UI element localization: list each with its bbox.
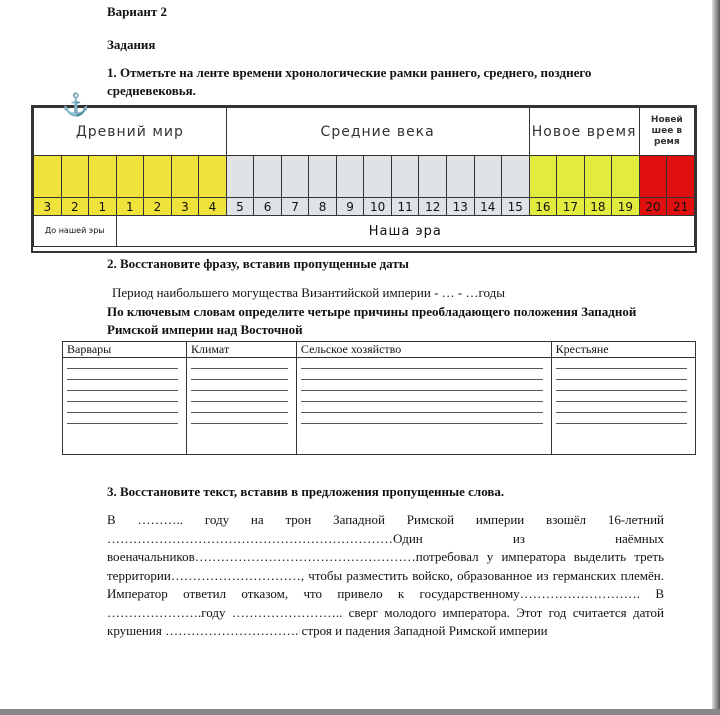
century-number: 3 <box>34 198 62 216</box>
anchor-icon: ⚓ <box>62 92 90 117</box>
century-color-cell <box>474 156 502 198</box>
answer-line <box>556 402 687 413</box>
century-number: 2 <box>144 198 172 216</box>
answer-line <box>67 413 178 424</box>
answer-line <box>301 358 543 369</box>
causes-table <box>62 341 696 455</box>
task2-sub: По ключевым словам определите четыре причины преобладающего положения Западной Римской империи над Восточной <box>107 304 637 337</box>
answer-line <box>67 380 178 391</box>
photo-edge <box>712 0 720 715</box>
answer-cell[interactable] <box>296 358 551 455</box>
answer-cell[interactable] <box>63 358 187 455</box>
answer-cell[interactable] <box>187 358 297 455</box>
century-number: 20 <box>639 198 667 216</box>
century-color-cell <box>584 156 612 198</box>
variant-heading: Вариант 2 <box>107 4 168 19</box>
century-number: 12 <box>419 198 447 216</box>
century-color-cell <box>639 156 667 198</box>
century-number: 19 <box>612 198 640 216</box>
col-agriculture: Сельское хозяйство <box>296 342 551 358</box>
answer-line <box>191 380 288 391</box>
answer-line <box>67 369 178 380</box>
bc-label: До нашей эры <box>34 216 117 247</box>
century-number: 5 <box>226 198 254 216</box>
century-color-cell <box>502 156 530 198</box>
century-number: 8 <box>309 198 337 216</box>
century-number: 3 <box>171 198 199 216</box>
century-number: 14 <box>474 198 502 216</box>
century-color-cell <box>116 156 144 198</box>
col-barbarians: Варвары <box>63 342 187 358</box>
century-color-cell <box>281 156 309 198</box>
century-number: 1 <box>116 198 144 216</box>
century-number: 7 <box>281 198 309 216</box>
century-color-cell <box>61 156 89 198</box>
answer-line <box>301 380 543 391</box>
century-color-cell <box>529 156 557 198</box>
era-modern: Новое время <box>529 108 639 156</box>
ad-label: Наша эра <box>116 216 694 247</box>
answer-line <box>556 380 687 391</box>
century-number: 6 <box>254 198 282 216</box>
col-climate: Климат <box>187 342 297 358</box>
century-color-cell <box>34 156 62 198</box>
century-number: 1 <box>89 198 117 216</box>
century-color-cell <box>144 156 172 198</box>
answer-line <box>301 369 543 380</box>
century-number: 10 <box>364 198 392 216</box>
century-number: 21 <box>667 198 695 216</box>
century-number: 17 <box>557 198 585 216</box>
century-color-cell <box>336 156 364 198</box>
century-color-cell <box>391 156 419 198</box>
task2-phrase: Период наибольшего могущества Византийской империи - … - …годы <box>112 285 505 300</box>
century-color-cell <box>226 156 254 198</box>
century-number: 15 <box>502 198 530 216</box>
century-color-cell <box>446 156 474 198</box>
century-number: 9 <box>336 198 364 216</box>
century-color-cell <box>254 156 282 198</box>
century-number: 4 <box>199 198 227 216</box>
answer-line <box>191 402 288 413</box>
tasks-heading: Задания <box>107 37 156 52</box>
answer-line <box>67 402 178 413</box>
answer-line <box>67 358 178 369</box>
century-color-cell <box>171 156 199 198</box>
answer-line <box>67 391 178 402</box>
century-color-cell <box>612 156 640 198</box>
era-ancient: Древний мир <box>34 108 227 156</box>
answer-line <box>191 358 288 369</box>
century-color-cell <box>557 156 585 198</box>
century-color-cell <box>419 156 447 198</box>
answer-line <box>191 369 288 380</box>
answer-line <box>301 402 543 413</box>
century-color-cell <box>199 156 227 198</box>
task3-text: В ……….. году на трон Западной Римской империи взошёл 16-летний …………………………………………………………Один из наёмных военачальников……………………………………………потребовал у императора выделить треть территории…………………………, чтобы разместить войско, образованное из германских племён. Император ответил отказом, что привело к государственному………………………. В ………………….году …………………….. сверг молодого императора. Этот год считается датой крушения …………………………. строя и падения Западной Римской империи <box>107 512 664 638</box>
era-contemporary: Новей шее в ремя <box>639 108 694 156</box>
answer-line <box>191 391 288 402</box>
task2-title: 2. Восстановите фразу, вставив пропущенные даты <box>107 256 409 271</box>
answer-line <box>556 391 687 402</box>
century-number: 18 <box>584 198 612 216</box>
answer-line <box>556 358 687 369</box>
century-number: 11 <box>391 198 419 216</box>
century-number: 2 <box>61 198 89 216</box>
col-peasants: Крестьяне <box>551 342 695 358</box>
task1-text: 1. Отметьте на ленте времени хронологические рамки раннего, среднего, позднего средневековья. <box>107 65 592 98</box>
century-color-cell <box>309 156 337 198</box>
century-color-cell <box>667 156 695 198</box>
answer-line <box>556 413 687 424</box>
century-number: 13 <box>446 198 474 216</box>
answer-line <box>556 369 687 380</box>
timeline <box>31 105 697 253</box>
task3-title: 3. Восстановите текст, вставив в предложения пропущенные слова. <box>107 484 505 499</box>
era-middle-ages: Средние века <box>226 108 529 156</box>
photo-edge-bottom <box>0 709 720 715</box>
answer-line <box>191 413 288 424</box>
century-color-cell <box>89 156 117 198</box>
century-number: 16 <box>529 198 557 216</box>
answer-cell[interactable] <box>551 358 695 455</box>
answer-line <box>301 391 543 402</box>
century-color-cell <box>364 156 392 198</box>
answer-line <box>301 413 543 424</box>
